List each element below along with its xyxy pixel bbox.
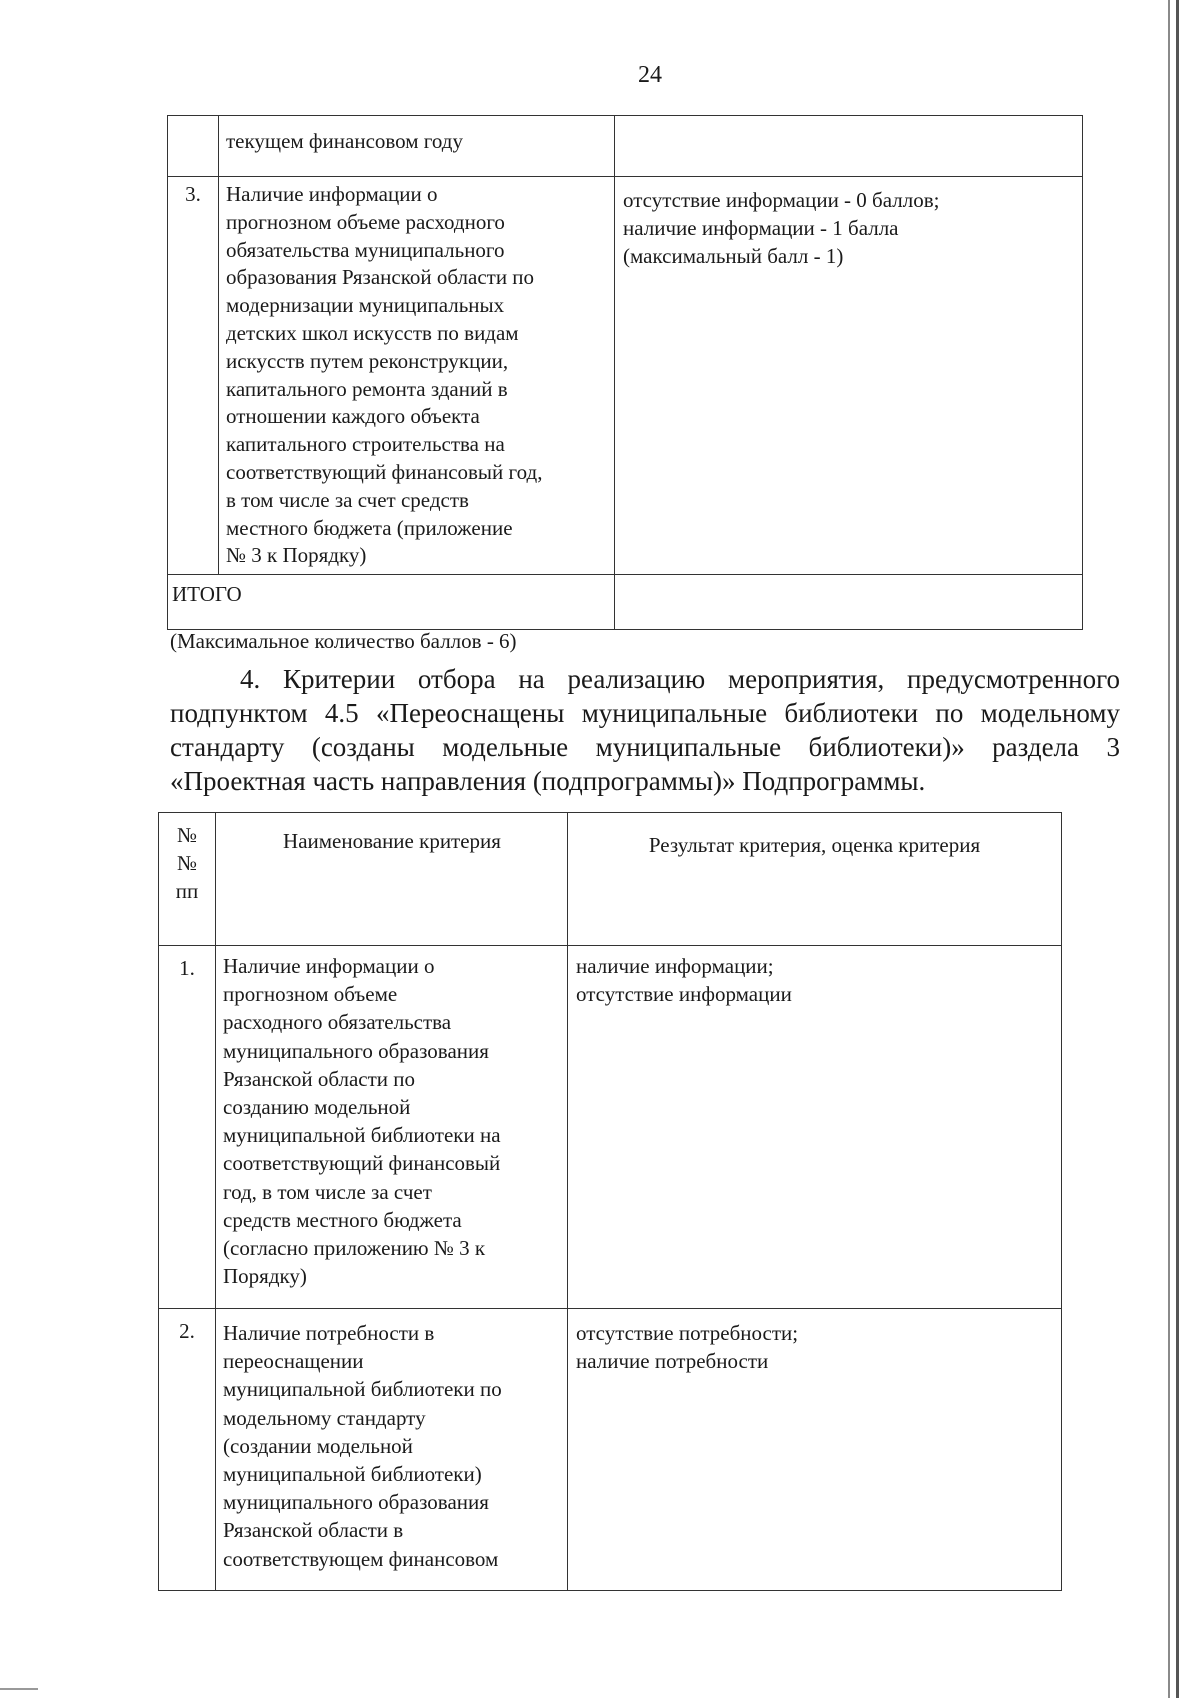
criterion-result-cell: отсутствие потребности; наличие потребности (568, 1309, 1062, 1591)
scan-edge-line (1176, 0, 1179, 1698)
criterion-name-cell: Наличие информации о прогнозном объеме расходного обязательства муниципального образования Рязанской области по модернизации муниципальных детских школ искусств по видам искусств путем реконструкции, капитального ремонта зданий в отношении каждого объекта капитального строительства на соответствующий финансовый год, в том числе за счет средств местного бюджета (приложение № 3 к Порядку) (219, 177, 615, 575)
table-row (168, 116, 1083, 177)
max-score-note: (Максимальное количество баллов - 6) (170, 629, 517, 653)
header-criterion-name: Наименование критерия (216, 813, 568, 946)
total-value-cell (615, 575, 1083, 630)
criterion-name-cell: текущем финансовом году (219, 116, 615, 177)
scan-edge-line (1168, 0, 1170, 1698)
criteria-table (158, 812, 1062, 1591)
criterion-result-cell (615, 116, 1083, 177)
table-row (168, 177, 1083, 575)
criterion-result-cell: наличие информации; отсутствие информации (568, 946, 1062, 1309)
row-number-cell: 3. (168, 177, 219, 575)
page-number: 24 (638, 62, 662, 88)
total-row (168, 575, 1083, 630)
criterion-name-cell: Наличие информации о прогнозном объеме расходного обязательства муниципального образования Рязанской области по созданию модельной муниципальной библиотеки на соответствующий финансовый год, в том числе за счет средств местного бюджета (согласно приложению № 3 к Порядку) (216, 946, 568, 1309)
table-row (159, 946, 1062, 1309)
scan-mark (0, 1688, 38, 1690)
criteria-table-continued (167, 115, 1083, 630)
total-label-cell: ИТОГО (168, 575, 615, 630)
header-criterion-result: Результат критерия, оценка критерия (568, 813, 1062, 946)
header-number: № № пп (159, 813, 216, 946)
criterion-result-cell: отсутствие информации - 0 баллов; наличие информации - 1 балла (максимальный балл - 1) (615, 177, 1083, 575)
section-text: 4. Критерии отбора на реализацию мероприятия, предусмотренного подпунктом 4.5 «Переоснащены муниципальные библиотеки по модельному стандарту (созданы модельные муниципальные библиотеки)» раздела 3 «Проектная часть направления (подпрограммы)» Подпрограммы. (170, 664, 1120, 796)
criterion-name-cell: Наличие потребности в переоснащении муниципальной библиотеки по модельному стандарту (создании модельной муниципальной библиотеки) муниципального образования Рязанской области в соответствующем финансовом (216, 1309, 568, 1591)
table-row (159, 1309, 1062, 1591)
table-header-row (159, 813, 1062, 946)
row-number-cell: 1. (159, 946, 216, 1309)
row-number-cell (168, 116, 219, 177)
row-number-cell: 2. (159, 1309, 216, 1591)
section-heading-paragraph (170, 662, 1120, 798)
